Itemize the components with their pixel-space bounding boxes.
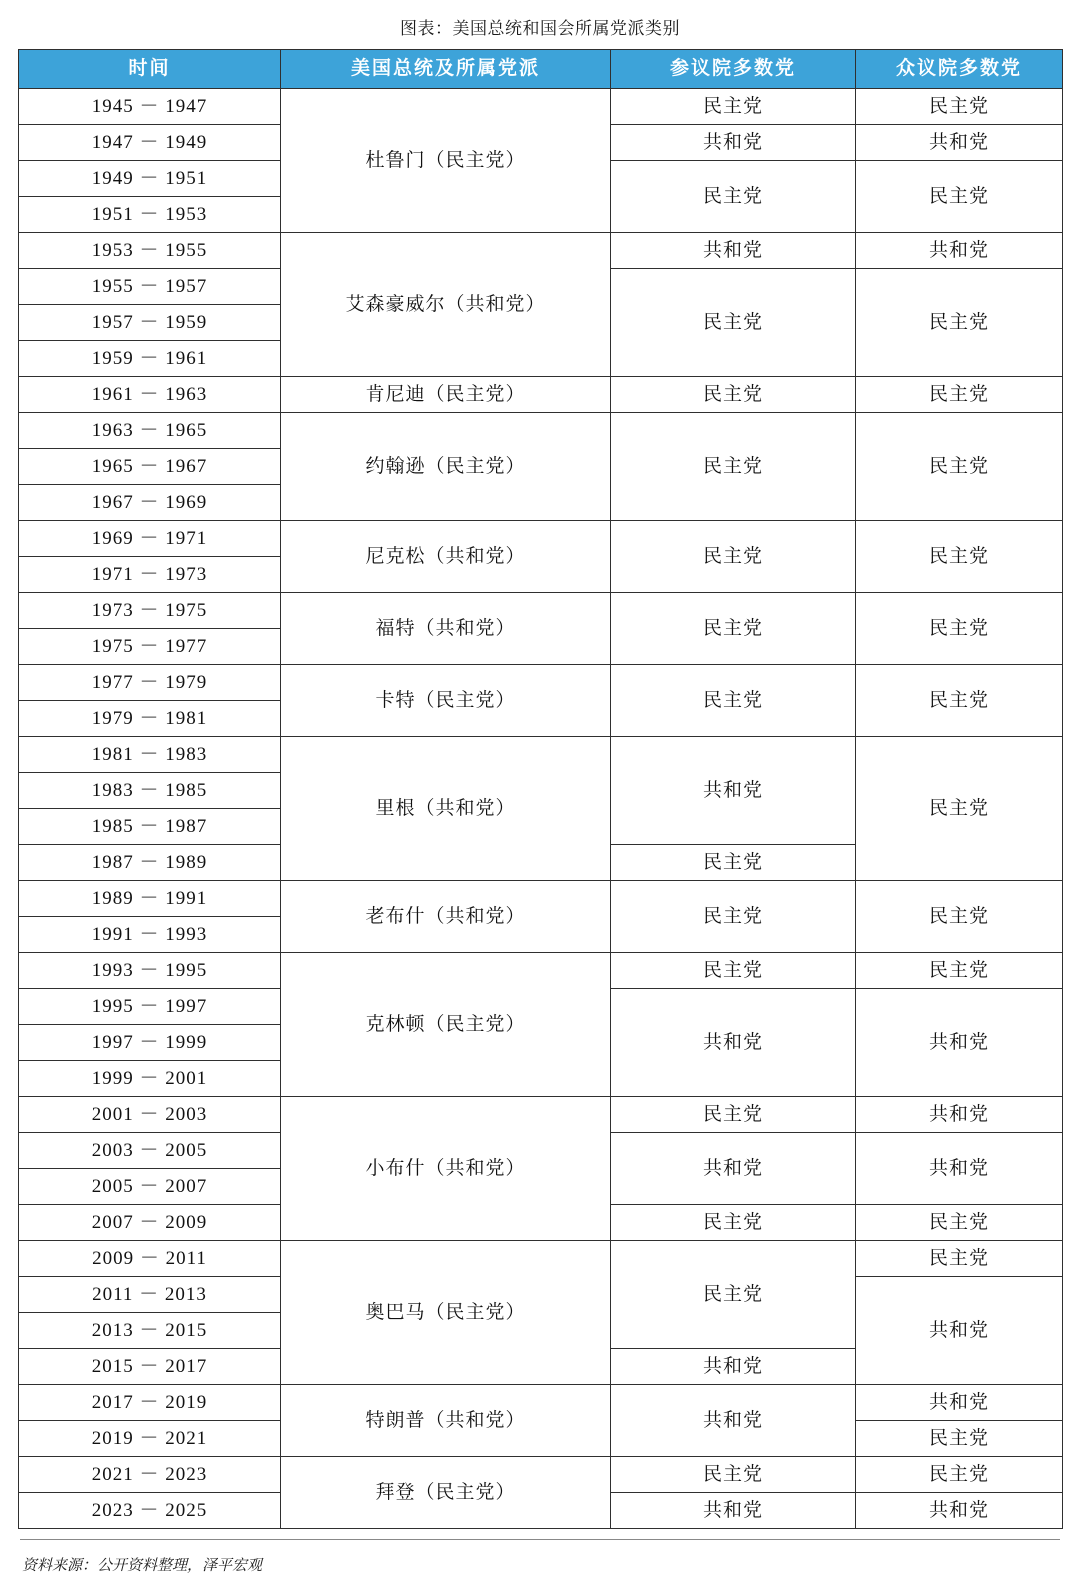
cell-time: 1967 － 1969	[19, 485, 281, 521]
cell-president: 福特（共和党）	[281, 593, 611, 665]
cell-house-majority: 共和党	[856, 989, 1063, 1097]
cell-senate-majority: 民主党	[611, 1241, 856, 1349]
table-row	[19, 521, 1063, 557]
cell-house-majority: 共和党	[856, 1133, 1063, 1205]
table-row	[19, 377, 1063, 413]
cell-senate-majority: 民主党	[611, 413, 856, 521]
source-note: 资料来源：公开资料整理，泽平宏观	[22, 1558, 263, 1574]
cell-senate-majority: 共和党	[611, 125, 856, 161]
cell-house-majority: 民主党	[856, 269, 1063, 377]
table-row	[19, 665, 1063, 701]
cell-senate-majority: 民主党	[611, 953, 856, 989]
table-row	[19, 737, 1063, 773]
cell-senate-majority: 民主党	[611, 1457, 856, 1493]
cell-house-majority: 民主党	[856, 665, 1063, 737]
cell-president: 奥巴马（民主党）	[281, 1241, 611, 1385]
table-row	[19, 233, 1063, 269]
cell-house-majority: 民主党	[856, 1421, 1063, 1457]
cell-time: 2009 － 2011	[19, 1241, 281, 1277]
cell-president: 卡特（民主党）	[281, 665, 611, 737]
cell-president: 克林顿（民主党）	[281, 953, 611, 1097]
party-table	[18, 49, 1063, 1529]
cell-president: 杜鲁门（民主党）	[281, 89, 611, 233]
column-header-time: 时间	[19, 50, 281, 89]
cell-house-majority: 共和党	[856, 233, 1063, 269]
cell-time: 1995 － 1997	[19, 989, 281, 1025]
cell-president: 老布什（共和党）	[281, 881, 611, 953]
source-divider	[20, 1539, 1060, 1540]
cell-house-majority: 共和党	[856, 125, 1063, 161]
cell-time: 1957 － 1959	[19, 305, 281, 341]
cell-senate-majority: 共和党	[611, 233, 856, 269]
cell-house-majority: 民主党	[856, 413, 1063, 521]
cell-house-majority: 共和党	[856, 1493, 1063, 1529]
cell-time: 2005 － 2007	[19, 1169, 281, 1205]
cell-house-majority: 共和党	[856, 1385, 1063, 1421]
table-row	[19, 1097, 1063, 1133]
cell-house-majority: 共和党	[856, 1277, 1063, 1385]
cell-time: 2007 － 2009	[19, 1205, 281, 1241]
cell-president: 肯尼迪（民主党）	[281, 377, 611, 413]
cell-senate-majority: 民主党	[611, 1205, 856, 1241]
cell-time: 2023 － 2025	[19, 1493, 281, 1529]
cell-time: 2013 － 2015	[19, 1313, 281, 1349]
cell-time: 1969 － 1971	[19, 521, 281, 557]
cell-senate-majority: 民主党	[611, 89, 856, 125]
table-row	[19, 1385, 1063, 1421]
cell-senate-majority: 民主党	[611, 521, 856, 593]
cell-house-majority: 民主党	[856, 161, 1063, 233]
cell-time: 1951 － 1953	[19, 197, 281, 233]
cell-senate-majority: 民主党	[611, 845, 856, 881]
cell-time: 1971 － 1973	[19, 557, 281, 593]
cell-house-majority: 民主党	[856, 593, 1063, 665]
page-title: 图表：美国总统和国会所属党派类别	[400, 19, 680, 38]
cell-house-majority: 民主党	[856, 881, 1063, 953]
cell-time: 1983 － 1985	[19, 773, 281, 809]
cell-senate-majority: 民主党	[611, 377, 856, 413]
table-body	[19, 89, 1063, 1529]
cell-time: 1953 － 1955	[19, 233, 281, 269]
cell-time: 1991 － 1993	[19, 917, 281, 953]
table-row	[19, 881, 1063, 917]
cell-senate-majority: 共和党	[611, 1349, 856, 1385]
cell-time: 1979 － 1981	[19, 701, 281, 737]
cell-time: 1965 － 1967	[19, 449, 281, 485]
cell-senate-majority: 共和党	[611, 1493, 856, 1529]
cell-senate-majority: 民主党	[611, 161, 856, 233]
cell-time: 2003 － 2005	[19, 1133, 281, 1169]
cell-house-majority: 民主党	[856, 377, 1063, 413]
cell-time: 1963 － 1965	[19, 413, 281, 449]
cell-time: 1973 － 1975	[19, 593, 281, 629]
cell-president: 尼克松（共和党）	[281, 521, 611, 593]
cell-time: 2019 － 2021	[19, 1421, 281, 1457]
cell-time: 1997 － 1999	[19, 1025, 281, 1061]
cell-senate-majority: 共和党	[611, 1385, 856, 1457]
table-row	[19, 89, 1063, 125]
cell-house-majority: 民主党	[856, 1457, 1063, 1493]
cell-house-majority: 民主党	[856, 1241, 1063, 1277]
cell-time: 1981 － 1983	[19, 737, 281, 773]
cell-time: 1999 － 2001	[19, 1061, 281, 1097]
cell-time: 1977 － 1979	[19, 665, 281, 701]
cell-time: 2015 － 2017	[19, 1349, 281, 1385]
cell-senate-majority: 民主党	[611, 269, 856, 377]
cell-senate-majority: 民主党	[611, 881, 856, 953]
cell-president: 特朗普（共和党）	[281, 1385, 611, 1457]
column-header-senate: 参议院多数党	[611, 50, 856, 89]
cell-senate-majority: 民主党	[611, 665, 856, 737]
cell-president: 小布什（共和党）	[281, 1097, 611, 1241]
cell-house-majority: 共和党	[856, 1097, 1063, 1133]
table-row	[19, 593, 1063, 629]
column-header-house: 众议院多数党	[856, 50, 1063, 89]
cell-senate-majority: 民主党	[611, 593, 856, 665]
column-header-president: 美国总统及所属党派	[281, 50, 611, 89]
cell-time: 1959 － 1961	[19, 341, 281, 377]
cell-time: 1987 － 1989	[19, 845, 281, 881]
cell-senate-majority: 共和党	[611, 737, 856, 845]
cell-president: 艾森豪威尔（共和党）	[281, 233, 611, 377]
cell-time: 1975 － 1977	[19, 629, 281, 665]
cell-time: 1961 － 1963	[19, 377, 281, 413]
table-row	[19, 953, 1063, 989]
cell-time: 2021 － 2023	[19, 1457, 281, 1493]
cell-time: 2017 － 2019	[19, 1385, 281, 1421]
table-row	[19, 413, 1063, 449]
cell-time: 1949 － 1951	[19, 161, 281, 197]
cell-time: 2011 － 2013	[19, 1277, 281, 1313]
cell-house-majority: 民主党	[856, 1205, 1063, 1241]
cell-senate-majority: 共和党	[611, 1133, 856, 1205]
cell-time: 1955 － 1957	[19, 269, 281, 305]
cell-house-majority: 民主党	[856, 953, 1063, 989]
cell-time: 1993 － 1995	[19, 953, 281, 989]
cell-house-majority: 民主党	[856, 737, 1063, 881]
table-header-row	[19, 50, 1063, 89]
cell-time: 1989 － 1991	[19, 881, 281, 917]
cell-house-majority: 民主党	[856, 521, 1063, 593]
cell-senate-majority: 民主党	[611, 1097, 856, 1133]
cell-time: 1985 － 1987	[19, 809, 281, 845]
table-row	[19, 1457, 1063, 1493]
cell-time: 2001 － 2003	[19, 1097, 281, 1133]
cell-president: 拜登（民主党）	[281, 1457, 611, 1529]
table-row	[19, 1241, 1063, 1277]
cell-house-majority: 民主党	[856, 89, 1063, 125]
cell-time: 1945 － 1947	[19, 89, 281, 125]
cell-time: 1947 － 1949	[19, 125, 281, 161]
cell-president: 里根（共和党）	[281, 737, 611, 881]
cell-senate-majority: 共和党	[611, 989, 856, 1097]
cell-president: 约翰逊（民主党）	[281, 413, 611, 521]
